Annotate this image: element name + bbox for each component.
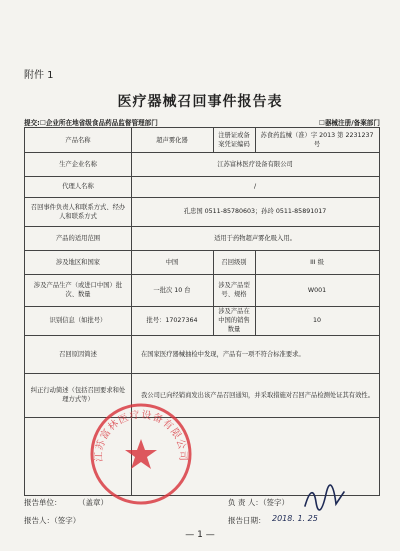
agent-label: 代理人名称: [62, 183, 94, 190]
model-value: W001: [307, 286, 327, 294]
id-value: 批号：17027364: [146, 317, 198, 324]
corrective-value: 我公司已向经销商发出该产品召回通知，并采取措施对召回产品检测处证其有效性。: [141, 391, 374, 399]
attachment-label: 附件 1: [24, 70, 54, 81]
product-name-label: 产品名称: [65, 136, 91, 144]
model-label: 涉及产品型号、规格: [218, 282, 250, 298]
batch-value: 一批次 10 台: [153, 286, 191, 294]
responsible-person-label: 负 责 人：（签字）: [228, 498, 290, 507]
region-label: 涉及地区和国家: [55, 258, 101, 266]
submit-to-row: [24, 117, 380, 127]
sales-value: 10: [312, 317, 321, 324]
reg-cert-value: 苏食药监械（准）字 2013 第 2231237 号: [260, 132, 374, 148]
corrective-label: 纠正行动简述（包括召回要求和处理方式等）: [30, 387, 126, 403]
report-unit-label: 报告单位：: [24, 498, 62, 507]
reporter-sign-label: 报告人：（签字）: [24, 516, 81, 525]
scope-value: 适用于药物超声雾化吸入用。: [214, 234, 296, 242]
contact-label: 召回事件负责人和联系方式、经办人和联系方式: [30, 203, 126, 220]
product-name-value: 超声雾化器: [156, 136, 188, 144]
contact-value: 孔忠国 0511-85780603；孙玲 0511-85891017: [183, 208, 327, 215]
recall-report-table: [24, 127, 380, 496]
svg-text:江苏富林医疗设备有限公司: 江苏富林医疗设备有限公司: [93, 409, 189, 462]
reg-cert-label: 注册证或备案凭证编码: [218, 132, 250, 148]
reason-value: 在国家医疗器械抽检中发现，产品有一项不符合标准要求。: [141, 350, 305, 358]
manufacturer-label: 生产企业名称: [59, 160, 97, 168]
seal-note: （盖章）: [78, 498, 108, 507]
sales-label: 涉及产品在中国的销售数量: [218, 308, 250, 333]
company-seal-stamp: [86, 399, 196, 509]
id-label: 识别信息（如批号）: [49, 317, 107, 324]
submit-left-label: 提交:☐企业所在地省级食品药品监督管理部门: [24, 119, 158, 127]
page-title: 医疗器械召回事件报告表: [117, 94, 283, 110]
reason-label: 召回原因简述: [59, 350, 97, 358]
batch-label: 涉及产品生产（或进口中国）批次、数量: [33, 282, 123, 298]
region-value: 中国: [165, 258, 179, 266]
report-date-label: 报告日期：: [228, 516, 266, 525]
level-label: 召回级别: [221, 258, 247, 266]
handwritten-signature: [300, 484, 350, 514]
submit-right-label: ☐器械注册/备案部门: [318, 119, 380, 127]
scope-label: 产品的适用范围: [55, 234, 101, 242]
manufacturer-value: 江苏富林医疗设备有限公司: [217, 160, 293, 168]
page-number: — 1 —: [185, 530, 215, 540]
level-value: III 级: [310, 258, 324, 266]
agent-value: /: [253, 183, 257, 190]
report-date-value: 2018. 1. 25: [272, 514, 318, 523]
